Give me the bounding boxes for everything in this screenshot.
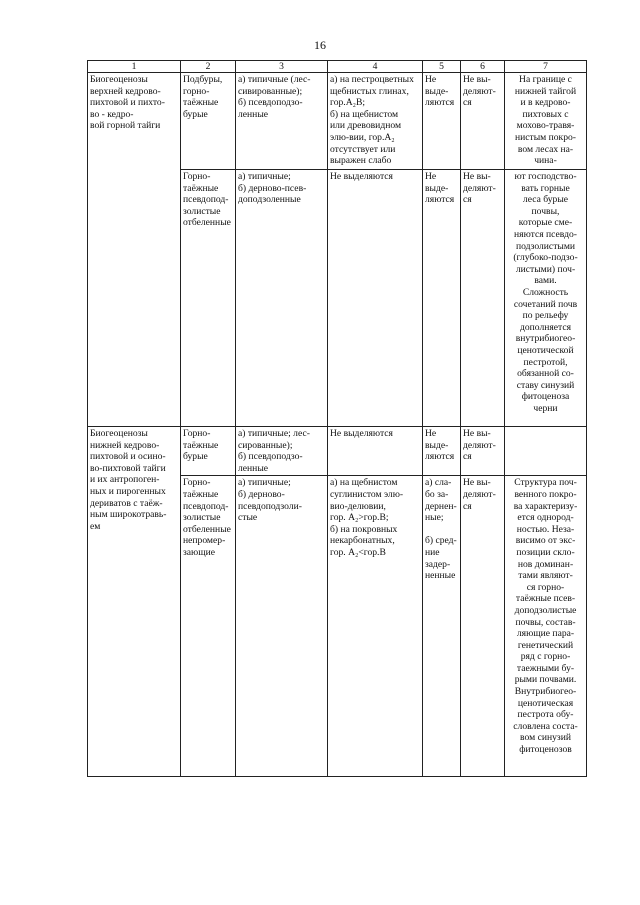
soil-variety-cell: Не выделяются (328, 170, 423, 427)
soil-type-cell: Подбуры, горно- таёжные бурые (181, 73, 236, 170)
column-6-cell: Не вы- деляют- ся (461, 73, 505, 170)
soil-subtype-cell: а) типичные; б) дерново-псев- доподзоленные (236, 170, 328, 427)
header-cell-5: 5 (423, 61, 461, 73)
header-cell-1: 1 (88, 61, 181, 73)
soil-subtype-cell: а) типичные (лес- сивированные); б) псевдоподзо- ленные (236, 73, 328, 170)
column-5-cell: Не выде- ляются (423, 73, 461, 170)
biogeocenosis-cell: Биогеоценозы верхней кедрово- пихтовой и пихто- во - кедро- вой горной тайги (88, 73, 181, 427)
column-5-cell: а) сла- бо за- дернен- ные; б) сред- ние задер- ненные (423, 476, 461, 777)
soil-variety-cell: Не выделяются (328, 427, 423, 476)
notes-cell: ют господство- вать горные леса бурые почвы, которые сме- няются псевдо- подзолистыми (глубоко-подзо- листыми) поч- вами. Сложность сочетаний почв по рельефу дополняется внутрибиогео- ценотической пестротой, обязанной со- ставу синузий фитоценоза черни (505, 170, 587, 427)
soil-type-cell: Горно- таёжные бурые (181, 427, 236, 476)
table-row (88, 73, 587, 170)
header-row (88, 61, 587, 73)
soil-subtype-cell: а) типичные; б) дерново- псевдоподзоли- стые (236, 476, 328, 777)
header-cell-2: 2 (181, 61, 236, 73)
soil-variety-cell: а) на щебнистом суглинистом элю- вио-делювии, гор. А₂>гор.В; б) на покровных некарбонатных, гор. А₂<гор.В (328, 476, 423, 777)
header-cell-3: 3 (236, 61, 328, 73)
column-6-cell: Не вы- деляют- ся (461, 427, 505, 476)
soil-variety-cell: а) на пестроцветных щебнистых глинах, гор.А₂В; б) на щебнистом или древовидном элю-вии, гор.А₂ отсутствует или выражен слабо (328, 73, 423, 170)
soil-type-cell: Горно- таёжные псевдопод- золистые отбеленные непромер- зающие (181, 476, 236, 777)
soil-table (87, 60, 587, 777)
notes-cell: Структура поч- венного покро- ва характеризу- ется однород- ностью. Неза- висимо от экс- позиции скло- нов доминан- тами являют- ся горно- таёжные псев- доподзолистые почвы, состав- ляющие пара- генетический ряд с горно- таежными бу- рыми почвами. Внутрибиогео- ценотическая пестрота обу- словлена соста- вом синузий фитоценозов (505, 476, 587, 777)
header-cell-7: 7 (505, 61, 587, 73)
table-row (88, 427, 587, 476)
header-cell-6: 6 (461, 61, 505, 73)
soil-subtype-cell: а) типичные; лес- сированные); б) псевдоподзо- ленные (236, 427, 328, 476)
column-5-cell: Не выде- ляются (423, 427, 461, 476)
header-cell-4: 4 (328, 61, 423, 73)
column-5-cell: Не выде- ляются (423, 170, 461, 427)
soil-type-cell: Горно- таёжные псевдопод- золистые отбеленные (181, 170, 236, 427)
page-number: 16 (314, 38, 326, 52)
column-6-cell: Не вы- деляют- ся (461, 476, 505, 777)
notes-cell: На границе с нижней тайгой и в кедрово- пихтовых с мохово-травя- нистым покро- вом лесах на- чина- (505, 73, 587, 170)
biogeocenosis-cell: Биогеоценозы нижней кедрово- пихтовой и осино- во-пихтовой тайги и их антропоген- ных и пирогенных дериватов с таёж- ным широкотравь- ем (88, 427, 181, 777)
notes-cell (505, 427, 587, 476)
column-6-cell: Не вы- деляют- ся (461, 170, 505, 427)
